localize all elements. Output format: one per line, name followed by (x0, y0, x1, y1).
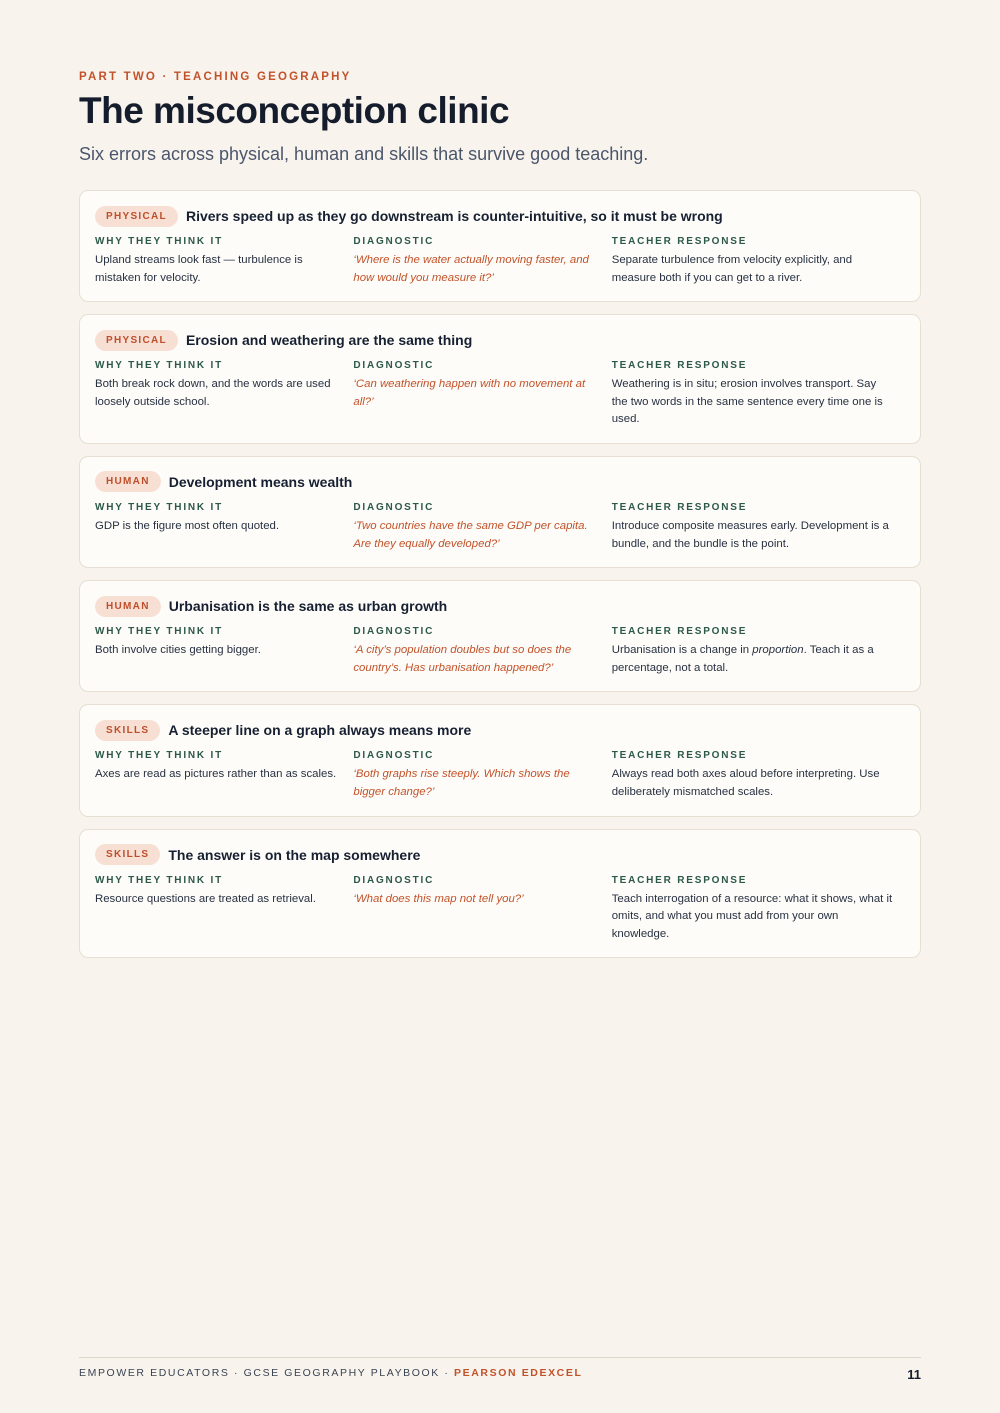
footer-series: EMPOWER EDUCATORS · GCSE GEOGRAPHY PLAYBOOK · (79, 1367, 455, 1379)
response-text-start: Urbanisation is a change in (611, 644, 753, 657)
response-label: TEACHER RESPONSE (611, 360, 748, 372)
diagnostic-column (353, 502, 611, 553)
response-column (612, 360, 905, 429)
why-text: Axes are read as pictures rather than as scales. (95, 768, 337, 781)
response-label: TEACHER RESPONSE (611, 874, 748, 886)
diagnostic-text: ‘Can weathering happen with no movement at all?’ (353, 378, 586, 408)
misconception-card (79, 190, 921, 302)
why-column (95, 236, 353, 287)
why-label: WHY THEY THINK IT (95, 750, 224, 762)
diagnostic-column (353, 236, 611, 287)
misconception-headline: Rivers speed up as they go downstream is counter-intuitive, so it must be wrong (185, 208, 723, 224)
diagnostic-text: ‘Both graphs rise steeply. Which shows the bigger change?’ (353, 768, 570, 798)
diagnostic-label: DIAGNOSTIC (353, 501, 435, 513)
misconception-card (79, 314, 921, 444)
response-emphasis: proportion (752, 644, 804, 657)
response-label: TEACHER RESPONSE (611, 750, 748, 762)
diagnostic-label: DIAGNOSTIC (353, 626, 435, 638)
misconception-headline: Development means wealth (168, 473, 353, 490)
why-label: WHY THEY THINK IT (95, 501, 224, 513)
misconception-card (79, 704, 921, 816)
page-title: The misconception clinic (79, 90, 510, 131)
diagnostic-text: ‘A city’s population doubles but so does the country’s. Has urbanisation happened?’ (353, 644, 572, 674)
response-column (612, 626, 905, 677)
section-kicker: PART TWO · TEACHING GEOGRAPHY (79, 71, 352, 83)
diagnostic-text: ‘Where is the water actually moving faster, and how would you measure it?’ (353, 254, 589, 284)
diagnostic-column (353, 626, 611, 677)
why-text: Resource questions are treated as retrieval. (95, 892, 316, 905)
diagnostic-column (353, 750, 611, 801)
category-tag: SKILLS (95, 844, 160, 865)
category-tag: HUMAN (95, 471, 161, 492)
why-text: Both break rock down, and the words are used loosely outside school. (95, 378, 331, 408)
response-text: Teach interrogation of a resource: what it shows, what it omits, and what you must add from your own knowledge. (611, 892, 893, 940)
response-label: TEACHER RESPONSE (611, 236, 748, 247)
diagnostic-label: DIAGNOSTIC (353, 874, 435, 886)
misconception-headline: The answer is on the map somewhere (168, 846, 421, 863)
why-column (95, 875, 353, 944)
why-text: Upland streams look fast — turbulence is mistaken for velocity. (95, 254, 303, 284)
why-text: GDP is the figure most often quoted. (95, 519, 280, 532)
misconception-card (79, 580, 921, 692)
diagnostic-column (353, 360, 611, 429)
why-text: Both involve cities getting bigger. (95, 644, 261, 657)
response-column (612, 750, 905, 801)
category-tag: PHYSICAL (95, 206, 178, 227)
response-column (612, 502, 905, 553)
footer-credit (79, 1367, 582, 1382)
misconception-headline: Urbanisation is the same as urban growth (168, 598, 448, 615)
response-text: Introduce composite measures early. Development is a bundle, and the bundle is the point. (611, 519, 889, 550)
response-label: TEACHER RESPONSE (611, 501, 748, 513)
category-tag: SKILLS (95, 720, 160, 741)
page-footer (79, 1367, 921, 1382)
misconception-headline: Erosion and weathering are the same thing (185, 332, 473, 349)
response-label: TEACHER RESPONSE (611, 626, 748, 638)
misconception-card (79, 456, 921, 568)
why-column (95, 626, 353, 677)
response-column (612, 875, 905, 944)
diagnostic-text: ‘Two countries have the same GDP per capita. Are they equally developed?’ (353, 519, 588, 550)
diagnostic-label: DIAGNOSTIC (353, 750, 435, 762)
misconception-list (79, 190, 921, 970)
why-column (95, 750, 353, 801)
response-column (612, 236, 905, 287)
page-subtitle: Six errors across physical, human and skills that survive good teaching. (79, 144, 649, 164)
response-text: Weathering is in situ; erosion involves transport. Say the two words in the same sentence every time one is used. (611, 378, 883, 426)
page-number: 11 (907, 1367, 921, 1382)
why-column (95, 360, 353, 429)
why-label: WHY THEY THINK IT (95, 626, 224, 638)
why-label: WHY THEY THINK IT (95, 874, 224, 886)
page (79, 0, 921, 1413)
diagnostic-column (353, 875, 611, 944)
diagnostic-label: DIAGNOSTIC (353, 360, 435, 372)
diagnostic-label: DIAGNOSTIC (353, 236, 435, 247)
footer-divider (79, 1357, 921, 1358)
category-tag: HUMAN (95, 596, 161, 617)
misconception-headline: A steeper line on a graph always means more (168, 722, 472, 739)
misconception-card (79, 829, 921, 959)
diagnostic-text: ‘What does this map not tell you?’ (353, 892, 524, 905)
response-text: Separate turbulence from velocity explicitly, and measure both if you can get to a river. (611, 254, 853, 284)
category-tag: PHYSICAL (95, 330, 178, 351)
why-column (95, 502, 353, 553)
response-text-end: . Teach it as a percentage, not a total. (611, 644, 874, 674)
why-label: WHY THEY THINK IT (95, 360, 224, 372)
response-text (612, 642, 905, 677)
why-label: WHY THEY THINK IT (95, 236, 224, 247)
footer-brand: PEARSON EDEXCEL (454, 1367, 583, 1379)
response-text: Always read both axes aloud before interpreting. Use deliberately mismatched scales. (611, 768, 880, 798)
